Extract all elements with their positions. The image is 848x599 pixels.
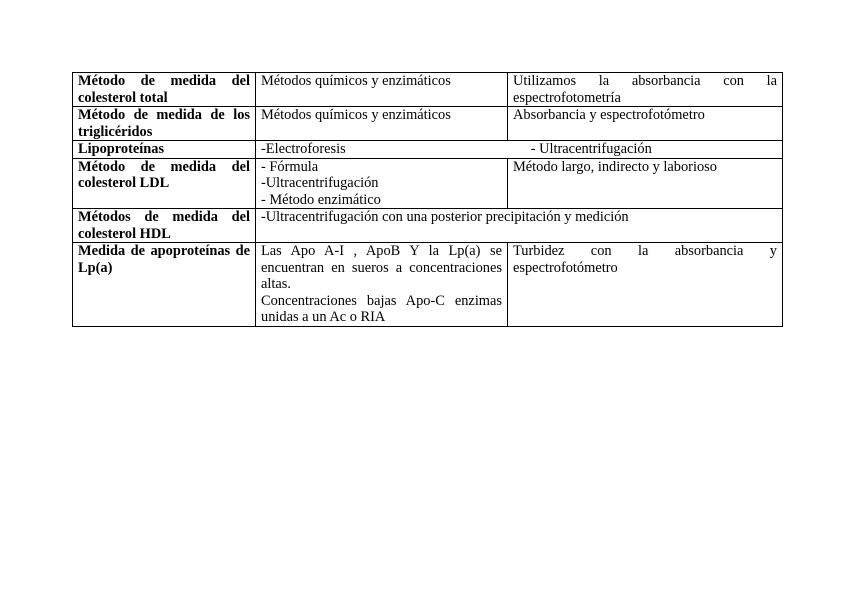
- table-row: [73, 107, 783, 141]
- row-label: Métodos de medida del colesterol HDL: [73, 209, 256, 243]
- cell-line: -Ultracentrifugación: [261, 175, 379, 191]
- cell-text: -Electroforesis: [261, 141, 346, 157]
- table-row: [73, 141, 783, 159]
- methods-table: [72, 72, 783, 327]
- table-cell-merged: -Ultracentrifugación con una posterior precipitación y medición: [256, 209, 783, 243]
- cell-line: - Método enzimático: [261, 191, 381, 208]
- row-label: Método de medida del colesterol total: [73, 73, 256, 107]
- table-cell: Método largo, indirecto y laborioso: [508, 158, 783, 209]
- row-label: Método de medida del colesterol LDL: [73, 158, 256, 209]
- table-row: [73, 209, 783, 243]
- row-label: Medida de apoproteínas de Lp(a): [73, 243, 256, 327]
- table-cell: Métodos químicos y enzimáticos: [256, 107, 508, 141]
- cell-paragraph: Concentraciones bajas Apo-C enzimas unidas a un Ac o RIA: [261, 292, 502, 325]
- table-cell: Turbidez con la absorbancia y espectrofotómetro: [508, 243, 783, 327]
- table-cell: Absorbancia y espectrofotómetro: [508, 107, 783, 141]
- cell-paragraph: Las Apo A-I , ApoB Y la Lp(a) se encuentran en sueros a concentraciones altas.: [261, 243, 502, 292]
- row-label: Método de medida de los triglicéridos: [73, 107, 256, 141]
- row-label: Lipoproteínas: [73, 141, 256, 159]
- cell-line: - Fórmula: [261, 158, 319, 175]
- table-row: [73, 158, 783, 209]
- table-row: [73, 243, 783, 327]
- table-row: [73, 73, 783, 107]
- table-cell-merged: [256, 141, 783, 159]
- table-cell: Utilizamos la absorbancia con la espectrofotometría: [508, 73, 783, 107]
- table-cell: [256, 158, 508, 209]
- table-cell: Métodos químicos y enzimáticos: [256, 73, 508, 107]
- cell-text: - Ultracentrifugación: [530, 141, 652, 157]
- table-cell: [256, 243, 508, 327]
